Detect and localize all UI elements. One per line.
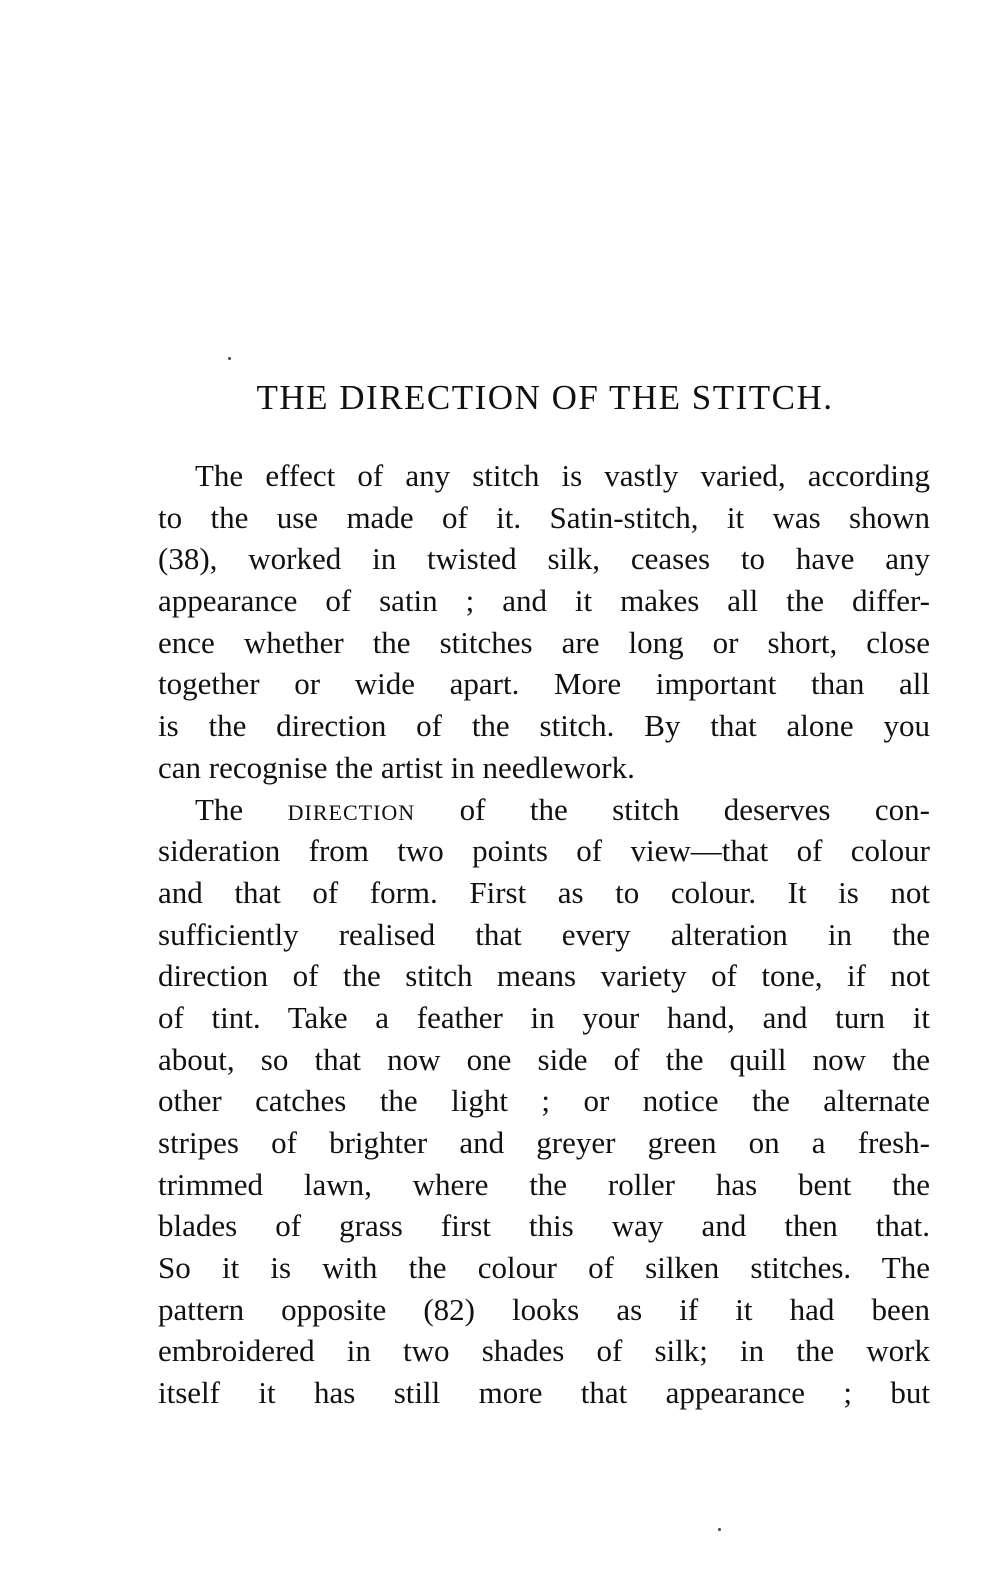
text-line: direction of the stitch means variety of tone, if not xyxy=(158,958,930,994)
print-speck xyxy=(718,1528,721,1531)
text-line: together or wide apart. More important than all xyxy=(158,666,930,702)
text-line: blades of grass first this way and then that. xyxy=(158,1208,930,1244)
text-line: trimmed lawn, where the roller has bent the xyxy=(158,1166,930,1202)
chapter-heading: THE DIRECTION OF THE STITCH. xyxy=(256,378,834,417)
text-line: appearance of satin ; and it makes all the differ- xyxy=(158,583,930,619)
text-line: to the use made of it. Satin-stitch, it was shown xyxy=(158,499,930,535)
small-caps-term: direction xyxy=(287,791,416,827)
text-line: pattern opposite (82) looks as if it had been xyxy=(158,1291,930,1327)
body-text xyxy=(158,455,930,1414)
text-line: sideration from two points of view—that of colour xyxy=(158,833,930,869)
text-line: about, so that now one side of the quill now the xyxy=(158,1041,930,1077)
print-speck xyxy=(228,357,231,360)
text-line: itself it has still more that appearance ; but xyxy=(158,1375,930,1411)
text-line: of tint. Take a feather in your hand, and turn it xyxy=(158,999,930,1035)
text-line: embroidered in two shades of silk; in the work xyxy=(158,1333,930,1369)
text-line: is the direction of the stitch. By that alone you xyxy=(158,708,930,744)
text-line: sufficiently realised that every alteration in the xyxy=(158,916,930,952)
text-segment: of the stitch deserves con- xyxy=(415,791,930,827)
text-line: and that of form. First as to colour. It is not xyxy=(158,874,930,910)
text-line: can recognise the artist in needlework. xyxy=(158,749,635,785)
text-line xyxy=(158,789,930,831)
text-line: (38), worked in twisted silk, ceases to have any xyxy=(158,541,930,577)
text-line: other catches the light ; or notice the alternate xyxy=(158,1083,930,1119)
text-line: ence whether the stitches are long or short, close xyxy=(158,624,930,660)
text-line: The effect of any stitch is vastly varied, according xyxy=(195,458,930,493)
text-line: So it is with the colour of silken stitches. The xyxy=(158,1250,930,1286)
text-segment: The xyxy=(195,791,288,827)
text-line: stripes of brighter and greyer green on a fresh- xyxy=(158,1125,930,1160)
